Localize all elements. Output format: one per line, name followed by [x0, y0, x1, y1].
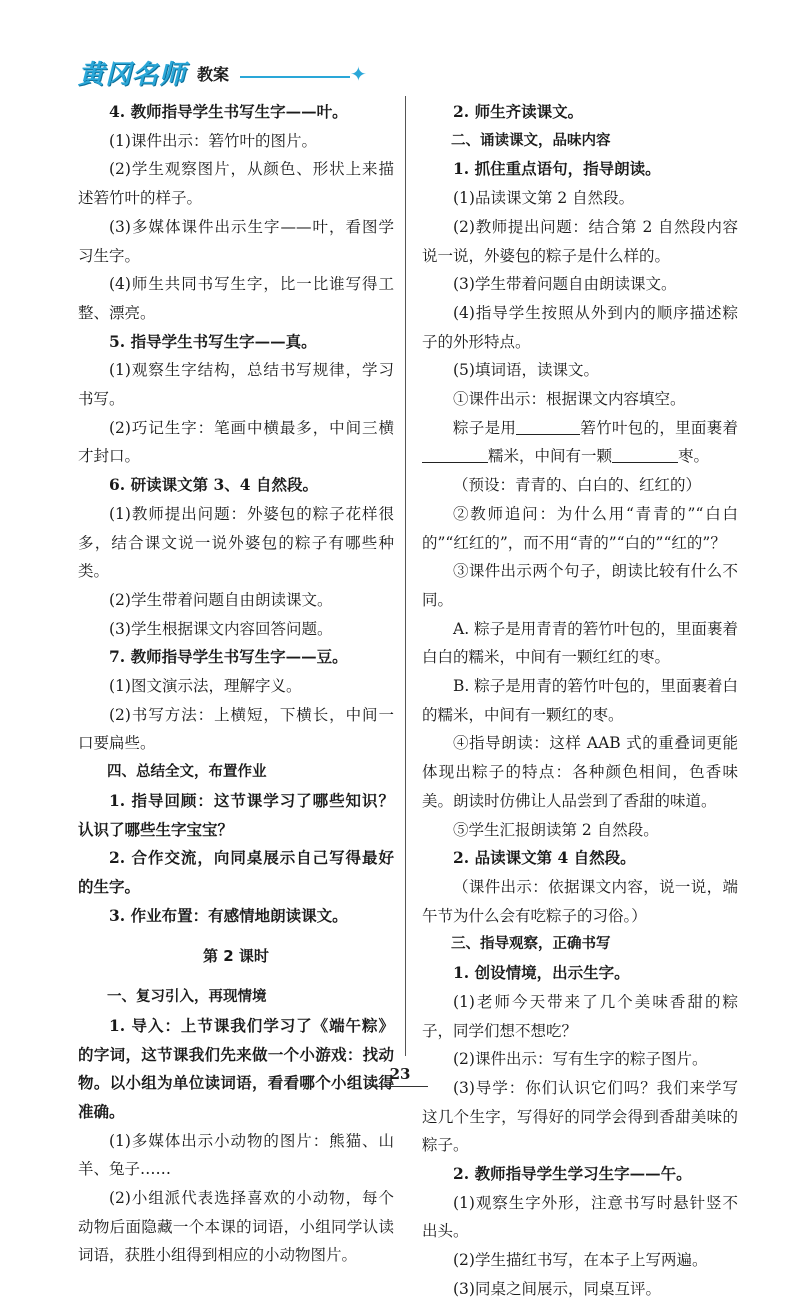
- step-heading: 2. 品读课文第 4 自然段。: [453, 848, 636, 868]
- paragraph: （课件出示：依据课文内容，说一说，端午节为什么会有吃粽子的习俗。）: [422, 877, 738, 925]
- paragraph: (4)指导学生按照从外到内的顺序描述粽子的外形特点。: [422, 303, 738, 351]
- paragraph: (1)课件出示：箬竹叶的图片。: [109, 131, 317, 150]
- section-heading: 一、复习引入，再现情境: [107, 989, 267, 1006]
- right-column: [422, 98, 738, 1304]
- brand-logo: 黄冈名师: [78, 60, 187, 90]
- paragraph: ①课件出示：根据课文内容填空。: [453, 390, 686, 409]
- paragraph: (2)学生描红书写，在本子上写两遍。: [453, 1251, 708, 1270]
- section-heading: 二、诵读课文，品味内容: [451, 132, 611, 149]
- blank-line: [422, 447, 488, 464]
- page-header: [78, 48, 378, 88]
- paragraph: (2)书写方法：上横短，下横长，中间一口要扁些。: [78, 705, 394, 753]
- paragraph: (2)课件出示：写有生字的粽子图片。: [453, 1050, 708, 1069]
- column-divider: [405, 96, 406, 1056]
- section-heading: 四、总结全文，布置作业: [107, 764, 267, 781]
- blank-line: [612, 447, 678, 464]
- paragraph: (2)巧记生字：笔画中横最多，中间三横才封口。: [78, 418, 394, 466]
- page-number-rule: [372, 1086, 428, 1087]
- paragraph: ③课件出示两个句子，朗读比较有什么不同。: [422, 562, 738, 609]
- paragraph: (4)师生共同书写生字，比一比谁写得工整、漂亮。: [78, 275, 394, 322]
- section-heading: 三、指导观察，正确书写: [451, 936, 611, 953]
- fill-blank-sentence: [422, 414, 738, 471]
- paragraph: (1)教师提出问题：外婆包的粽子花样很多，结合课文说一说外婆包的粽子有哪些种类。: [78, 504, 394, 581]
- sparkle-icon: ✦: [350, 62, 367, 86]
- paragraph: A. 粽子是用青青的箬竹叶包的，里面裹着白白的糯米，中间有一颗红红的枣。: [422, 619, 738, 667]
- paragraph: (3)多媒体课件出示生字——叶，看图学习生字。: [78, 217, 394, 265]
- blank-text: 糯米，中间有一颗: [488, 447, 613, 466]
- step-heading: 2. 师生齐读课文。: [453, 102, 584, 121]
- header-subtitle: 教案: [197, 65, 230, 84]
- page-number: 23: [389, 1065, 411, 1083]
- paragraph: (1)品读课文第 2 自然段。: [453, 189, 635, 208]
- paragraph: ④指导朗读：这样 AAB 式的重叠词更能体现出粽子的特点：各种颜色相间，色香味美。朗读时仿佛让人品尝到了香甜的味道。: [422, 734, 738, 810]
- blank-text: 粽子是用: [453, 418, 517, 437]
- step-heading: 1. 指导回顾：这节课学习了哪些知识？认识了哪些生字宝宝？: [78, 790, 394, 839]
- paragraph: B. 粽子是用青的箬竹叶包的，里面裹着白的糯米，中间有一颗红的枣。: [422, 677, 738, 724]
- paragraph: (3)同桌之间展示，同桌互评。: [453, 1279, 661, 1298]
- left-column: [78, 98, 394, 1270]
- paragraph: (2)小组派代表选择喜欢的小动物，每个动物后面隐藏一个本课的词语，小组同学认读词语，获胜小组得到相应的小动物图片。: [78, 1189, 394, 1265]
- step-heading: 1. 创设情境，出示生字。: [453, 963, 630, 983]
- blank-text: 箬竹叶包的，里面裹着: [580, 418, 738, 437]
- step-heading: 2. 合作交流，向同桌展示自己写得最好的生字。: [78, 848, 394, 896]
- paragraph: (2)学生观察图片，从颜色、形状上来描述箬竹叶的样子。: [78, 160, 394, 208]
- paragraph: （预设：青青的、白白的、红红的）: [453, 476, 702, 495]
- paragraph: (1)观察生字结构，总结书写规律，学习书写。: [78, 361, 394, 409]
- paragraph: (3)学生根据课文内容回答问题。: [109, 619, 333, 638]
- step-heading: 1. 导入：上节课我们学习了《端午粽》的字词，这节课我们先来做一个小游戏：找动物。以小组为单位读词语，看看哪个小组读得准确。: [78, 1015, 394, 1121]
- step-heading: 1. 抓住重点语句，指导朗读。: [453, 159, 661, 179]
- paragraph: (3)导学：你们认识它们吗？我们来学写这几个生字，写得好的同学会得到香甜美味的粽子。: [422, 1078, 738, 1155]
- paragraph: (2)学生带着问题自由朗读课文。: [109, 590, 333, 609]
- step-heading: 2. 教师指导学生学习生字——午。: [453, 1164, 692, 1184]
- paragraph: (1)老师今天带来了几个美味香甜的粽子，同学们想不想吃？: [422, 992, 738, 1040]
- paragraph: (2)教师提出问题：结合第 2 自然段内容说一说，外婆包的粽子是什么样的。: [422, 217, 738, 265]
- blank-line: [516, 418, 580, 435]
- step-heading: 4. 教师指导学生书写生字——叶。: [109, 102, 348, 121]
- paragraph: (5)填词语，读课文。: [453, 361, 599, 380]
- paragraph: (3)学生带着问题自由朗读课文。: [453, 275, 677, 294]
- paragraph: ②教师追问：为什么用“青青的”“白白的”“红红的”，而不用“青的”“白的”“红的”？: [422, 504, 738, 552]
- header-rule: [240, 76, 350, 78]
- paragraph: (1)图文演示法，理解字义。: [109, 677, 302, 696]
- step-heading: 6. 研读课文第 3、4 自然段。: [109, 475, 318, 495]
- step-heading: 3. 作业布置：有感情地朗读课文。: [109, 905, 348, 925]
- paragraph: (1)多媒体出示小动物的图片：熊猫、山羊、兔子……: [78, 1131, 394, 1179]
- paragraph: ⑤学生汇报朗读第 2 自然段。: [453, 820, 659, 839]
- step-heading: 7. 教师指导学生书写生字——豆。: [109, 647, 348, 667]
- lesson-title: 第 2 课时: [203, 947, 269, 966]
- blank-text: 枣。: [678, 447, 710, 466]
- step-heading: 5. 指导学生书写生字——真。: [109, 331, 317, 351]
- paragraph: (1)观察生字外形，注意书写时悬针竖不出头。: [422, 1193, 738, 1241]
